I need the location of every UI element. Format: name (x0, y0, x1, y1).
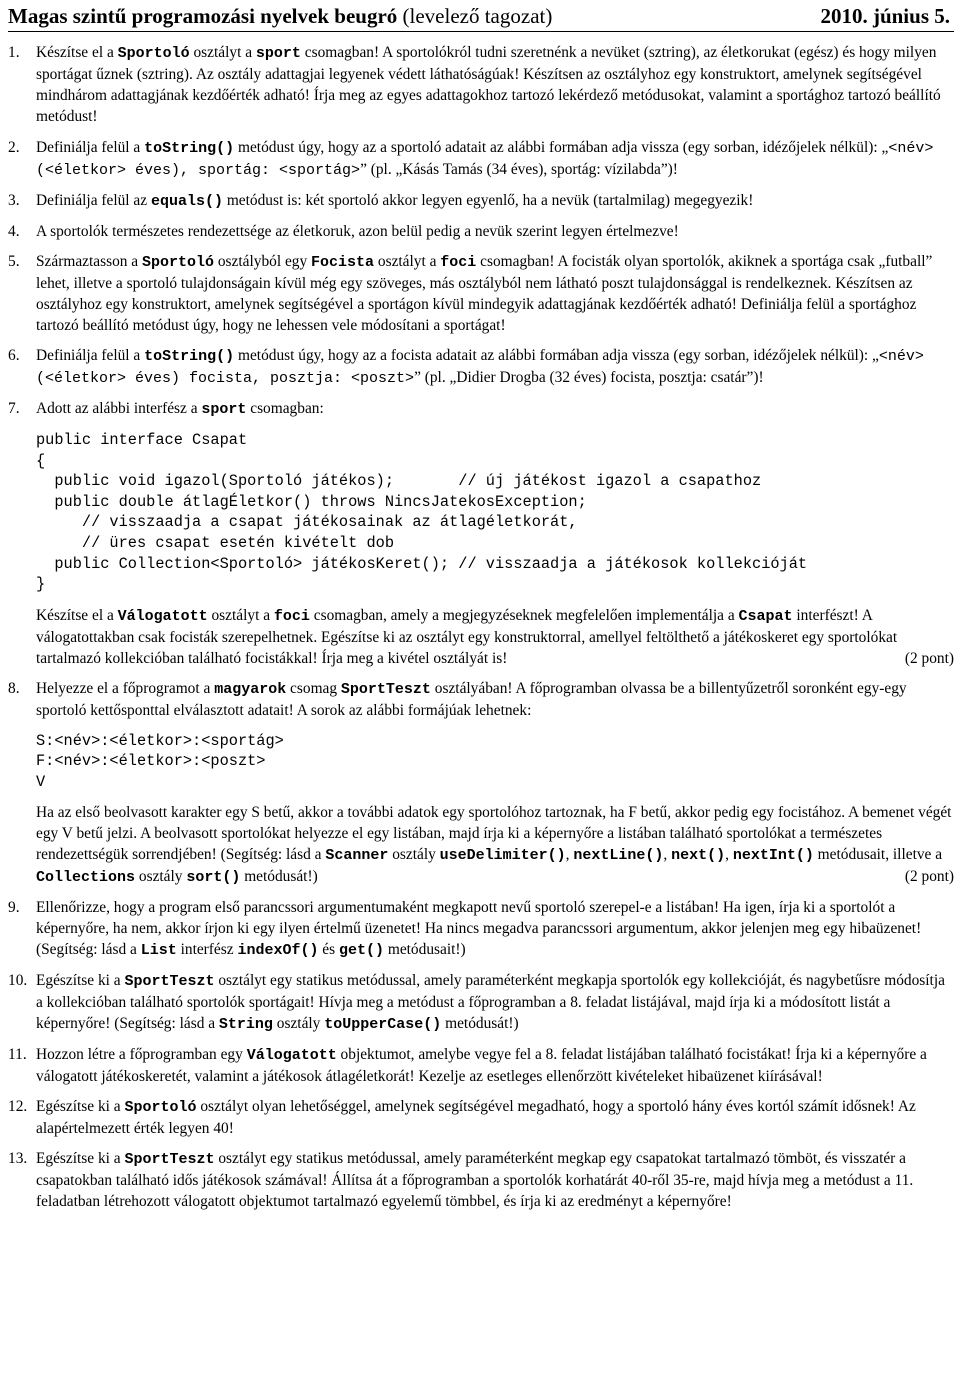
code-term: magyarok (214, 680, 287, 698)
header-date: 2010. június 5. (820, 4, 950, 28)
code-term: <név> (<életkor> éves), sportág: <sportág> (36, 140, 934, 179)
code-term: Csapat (738, 607, 793, 625)
task-paragraph (36, 398, 954, 420)
code-term: indexOf() (237, 941, 319, 959)
header-title (8, 2, 552, 30)
text-run: ” (pl. „Kásás Tamás (34 éves), sportág: vízilabda”)! (360, 161, 678, 178)
text-run: Definiálja felül a (36, 139, 145, 156)
text-run: csomagban, amely a megjegyzéseknek megfelelően implementálja a (309, 606, 739, 624)
text-run: Egészítse ki a (36, 971, 125, 989)
task-text (36, 1096, 954, 1139)
text-run: Definiálja felül az (36, 192, 151, 209)
code-term: toString() (144, 348, 235, 365)
text-run: Helyezze el a főprogramot a (36, 679, 215, 697)
text-run: , (663, 845, 672, 863)
code-term: foci (273, 607, 310, 625)
points-label: (2 pont) (904, 867, 954, 885)
task-paragraph (36, 190, 954, 212)
text-run: csomag (286, 679, 341, 697)
code-term: SportTeszt (340, 680, 431, 698)
text-run: osztályában! A főprogramban olvassa be a billentyűzetről soronként egy-egy sportoló kettősponttal elválasztott adatait! A sorok az alábbi formájúak lehetnek: (36, 679, 907, 719)
text-run: interfész (176, 940, 238, 958)
task-item (8, 221, 954, 242)
text-run: csomagban: (246, 400, 324, 417)
task-paragraph (36, 251, 954, 336)
task-item (8, 1096, 954, 1139)
text-run: A sportolók természetes rendezettsége az életkoruk, azon belül pedig a nevük szerint legyen értelmezve! (36, 223, 679, 240)
task-number: 11. (8, 1045, 27, 1063)
task-item (8, 897, 954, 961)
code-term: toUpperCase() (324, 1015, 442, 1033)
code-block: S:<név>:<életkor>:<sportág> F:<név>:<életkor>:<poszt> V (36, 731, 284, 791)
task-paragraph (36, 678, 954, 721)
text-run: Hozzon létre a főprogramban egy (36, 1045, 247, 1063)
task-item (8, 1148, 954, 1212)
code-term: next() (671, 846, 726, 864)
text-run: , (565, 845, 574, 863)
task-text (36, 42, 954, 127)
text-run: osztályt olyan lehetőséggel, amelynek segítségével megadható, hogy a sportoló hány éves kortól számít idősnek! Az alapértelmezett érték legyen 40! (36, 1097, 916, 1137)
document-header (8, 2, 954, 32)
points-label: (2 pont) (904, 649, 954, 667)
text-run: metódusát!) (240, 867, 318, 885)
code-block: public interface Csapat { public void igazol(Sportoló játékos); // új játékost igazol a csapathoz public double átlagÉletkor() throws NincsJatekosException; // visszaadja a csapat játékosainak az átlagéletkorát, // üres csapat esetén kivételt dob public Collection<Sportoló> játékosKeret(); // visszaadja a játékosok kollekcióját } (36, 431, 808, 594)
code-term: foci (440, 254, 477, 271)
code-term: toString() (144, 140, 235, 157)
task-number: 7. (8, 400, 20, 417)
task-paragraph (36, 345, 954, 389)
text-run: metódusait, illetve a (813, 845, 943, 863)
text-run: és (318, 940, 339, 958)
code-term: useDelimiter() (439, 846, 566, 864)
task-item (8, 398, 954, 669)
code-term: <név> (<életkor> éves) focista, posztja: <poszt> (36, 348, 924, 387)
code-term: SportTeszt (124, 1150, 215, 1168)
task-text (36, 345, 954, 389)
code-term: Sportoló (124, 1098, 197, 1116)
text-run: osztályból egy (214, 253, 312, 270)
task-item (8, 345, 954, 389)
text-run: , (725, 845, 733, 863)
text-run: metódust is: két sportoló akkor legyen egyenlő, ha a nevük (tartalmilag) megegyezik! (222, 192, 754, 209)
text-run: metódust úgy, hogy az a focista adatait az alábbi formában adja vissza (egy sorban, idézőjelek nélkül): „ (234, 347, 879, 364)
task-text (36, 970, 954, 1035)
task-paragraph (36, 42, 954, 127)
task-number: 8. (8, 679, 20, 697)
task-paragraph (36, 1044, 954, 1087)
code-term: sort() (186, 868, 241, 886)
code-term: Scanner (325, 846, 389, 864)
task-number: 6. (8, 347, 20, 364)
task-paragraph (36, 1096, 954, 1139)
task-text (36, 398, 954, 669)
task-item (8, 190, 954, 212)
text-run: Adott az alábbi interfész a (36, 400, 202, 417)
task-number: 12. (8, 1097, 28, 1115)
task-number: 3. (8, 192, 20, 209)
task-paragraph-continued (36, 802, 954, 888)
task-list (8, 42, 954, 1212)
code-term: Válogatott (246, 1046, 337, 1064)
task-paragraph (36, 221, 954, 242)
text-run: csomagban! A sportolókról tudni szeretnénk a nevüket (sztring), az életkorukat (egész) és hogy milyen sportágat űznek (sztring). Az osztály adattagjai legyenek védett láthatóságúak! Készítsen az osztályhoz egy konstruktort, amelynek segítségével mindhárom adattagjának kezdőérték adható! Írja meg az egyes adattagokhoz tartozó lekérdező metódusokat, valamint a sportághoz tartozó beállító metódust! (36, 44, 941, 125)
task-item (8, 678, 954, 888)
task-paragraph (36, 897, 954, 961)
task-text (36, 678, 954, 888)
task-text (36, 1044, 954, 1087)
task-item (8, 137, 954, 181)
text-run: Készítse el a (36, 606, 118, 624)
code-term: sport (255, 45, 301, 62)
task-text (36, 251, 954, 336)
code-term: nextInt() (732, 846, 814, 864)
text-run: Ellenőrizze, hogy a program első parancssori argumentumaként megkapott nevű sportoló szerepel-e a listában! Ha igen, írja ki a sportolót a képernyőre, ha nem, akkor írjon ki egy ilyen értelmű üzenetet! Ha nincs megadva parancssori argumentum, akkor jelenjen meg egy hibaüzenet! (Segítség: lásd a (36, 898, 922, 958)
code-term: Sportoló (141, 254, 214, 271)
text-run: osztály (135, 867, 187, 885)
text-run: ” (pl. „Didier Drogba (32 éves) focista, posztja: csatár”)! (414, 369, 764, 386)
task-text (36, 897, 954, 961)
text-run: metódusát!) (441, 1014, 519, 1032)
code-term: SportTeszt (124, 972, 215, 990)
code-term: nextLine() (573, 846, 664, 864)
task-paragraph-continued (36, 605, 954, 669)
task-number: 10. (8, 971, 28, 989)
text-run: Egészítse ki a (36, 1097, 125, 1115)
task-text (36, 1148, 954, 1212)
text-run: csomagban! A focisták olyan sportolók, akiknek a sportága csak „futball” lehet, illetve a sportoló tulajdonságain kívül még egy szöveges, más osztályból nem látható poszt tulajdonsággal is rendelkeznek. Készítsen az osztályhoz egy konstruktort, amelynek segítségével a sportágon kívül mindegyik adattagjának kezdőérték adható! Definiálja felül a sportághoz tartozó beállító metódust úgy, hogy ne lehessen vele módosítani a sportágat! (36, 253, 933, 334)
text-run: osztály (388, 845, 440, 863)
code-term: sport (201, 401, 247, 418)
code-term: equals() (150, 193, 223, 210)
text-run: osztályt a (189, 44, 256, 61)
text-run: Készítse el a (36, 44, 118, 61)
text-run: osztályt a (207, 606, 274, 624)
title-paren: (levelező tagozat) (397, 4, 553, 28)
task-item (8, 970, 954, 1035)
title-bold: Magas szintű programozási nyelvek beugró (8, 4, 398, 28)
text-run: metódust úgy, hogy az a sportoló adatait az alábbi formában adja vissza (egy sorban, idézőjelek nélkül): „ (234, 139, 889, 156)
task-paragraph (36, 137, 954, 181)
text-run: Definiálja felül a (36, 347, 145, 364)
text-run: metódusait!) (384, 940, 466, 958)
task-number: 5. (8, 253, 20, 270)
task-item (8, 251, 954, 336)
code-term: Sportoló (117, 45, 190, 62)
text-run: interfészt! A válogatottakban csak focisták szerepelhetnek. Egészítse ki az osztályt egy konstruktorral, amellyel feltölthető a játékoskeret egy sportolókat tartalmazó kollekcióban található focistákkal! Írja meg a kivétel osztályát is! (36, 606, 898, 667)
text-run: osztályt egy statikus metódussal, amely paraméterként megkapja sportolók egy kollekcióját, és nagybetűsre módosítja a kollekcióban található sportolók sportágait! Hívja meg a metódust a főprogramban a 8. feladat listájával, majd írja ki a módosított listát a képernyőre! (Segítség: lásd a (36, 971, 945, 1032)
code-term: Válogatott (117, 607, 208, 625)
task-item (8, 42, 954, 127)
text-run: Származtasson a (36, 253, 142, 270)
code-term: Focista (311, 254, 375, 271)
code-term: Collections (36, 868, 136, 886)
task-paragraph (36, 970, 954, 1035)
task-item (8, 1044, 954, 1087)
code-term: String (218, 1015, 273, 1033)
task-number: 1. (8, 44, 20, 61)
text-run: Egészítse ki a (36, 1149, 125, 1167)
task-number: 13. (8, 1149, 28, 1167)
code-term: get() (338, 941, 384, 959)
task-number: 2. (8, 139, 20, 156)
code-term: List (140, 941, 177, 959)
text-run: objektumot, amelybe vegye fel a 8. feladat listájában található focistákat! Írja ki a képernyőre a válogatott játékoskeretét, valamint a játékosok átlagéletkorát! Kezelje az esetleges ellenőrzött kivételeket hibaüzenet kiírásával! (36, 1045, 927, 1085)
task-number: 4. (8, 223, 20, 240)
text-run: osztályt egy statikus metódussal, amely paraméterként megkap egy csapatokat tartalmazó tömböt, és visszatér a csapatokban található idős játékosok számával! Állítsa át a főprogramban a sportolók korhatárát 40-ről 35-re, majd hívja meg a metódust a 11. feladatban létrehozott válogatott objektumot tartalmazó egyelemű tömbbel, és írja ki az eredményt a képernyőre! (36, 1149, 914, 1210)
text-run: osztályt a (374, 253, 441, 270)
text-run: Ha az első beolvasott karakter egy S betű, akkor a további adatok egy sportolóhoz tartoznak, ha F betű, akkor pedig egy focistához. A bemenet végét egy V betű jelzi. A beolvasott sportolókat helyezze el egy listában, majd írja ki a képernyőre a listában található sportolókat a természetes rendezettségük sorrendjében! (Segítség: lásd a (36, 803, 952, 863)
task-text (36, 190, 954, 212)
task-text (36, 221, 954, 242)
task-paragraph (36, 1148, 954, 1212)
task-number: 9. (8, 898, 20, 916)
task-text (36, 137, 954, 181)
text-run: osztály (272, 1014, 325, 1032)
